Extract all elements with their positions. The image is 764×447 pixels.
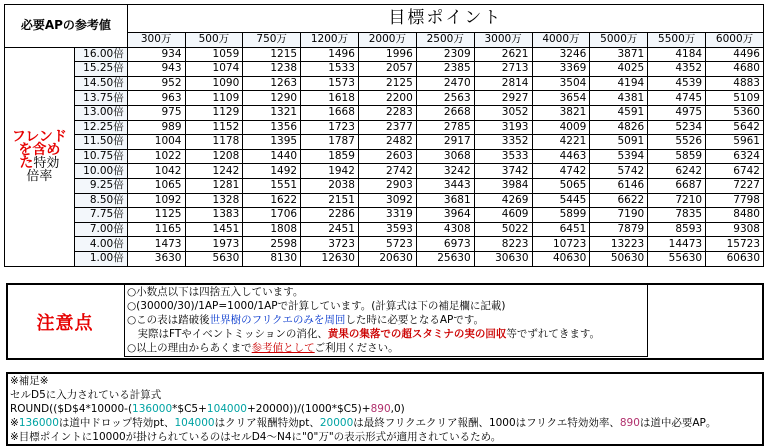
- ap-value-cell: 7190: [590, 208, 648, 223]
- ap-value-cell: 1242: [185, 164, 243, 179]
- ap-value-cell: 50630: [590, 251, 648, 266]
- column-header: 2500万: [416, 33, 474, 48]
- table-row: [5, 222, 764, 237]
- ap-value-cell: 10723: [532, 237, 590, 252]
- ap-value-cell: 1440: [243, 149, 301, 164]
- ap-value-cell: 4381: [590, 91, 648, 106]
- ap-value-cell: 3533: [474, 149, 532, 164]
- ap-value-cell: 1092: [127, 193, 185, 208]
- ap-value-cell: 934: [127, 47, 185, 62]
- ap-value-cell: 952: [127, 76, 185, 91]
- ap-value-cell: 975: [127, 105, 185, 120]
- ap-value-cell: 1787: [301, 135, 359, 150]
- ap-value-cell: 5526: [648, 135, 706, 150]
- ap-value-cell: 7879: [590, 222, 648, 237]
- caution-line-5-highlight: 参考値として: [251, 342, 315, 354]
- ap-value-cell: 2563: [416, 91, 474, 106]
- side-label-text: 倍率: [26, 168, 53, 184]
- table-row: [5, 135, 764, 150]
- column-header: 2000万: [358, 33, 416, 48]
- ap-value-cell: 3654: [532, 91, 590, 106]
- caution-line-5: [127, 341, 647, 355]
- ap-value-cell: 1492: [243, 164, 301, 179]
- ap-value-cell: 943: [127, 62, 185, 77]
- ap-value-cell: 5899: [532, 208, 590, 223]
- ap-value-cell: 13223: [590, 237, 648, 252]
- formula-part: +20000))/(1000*$C5)+: [246, 403, 371, 415]
- multiplier-cell: 9.25倍: [74, 178, 127, 193]
- explain-final-reward: 20000: [319, 417, 354, 429]
- column-header: 1200万: [301, 33, 359, 48]
- column-header: 4000万: [532, 33, 590, 48]
- notes-formula-intro: セルD5に入力されている計算式: [10, 389, 162, 401]
- ap-value-cell: 2283: [358, 105, 416, 120]
- ap-value-cell: 1178: [185, 135, 243, 150]
- multiplier-cell: 14.50倍: [74, 76, 127, 91]
- ap-value-cell: 4308: [416, 222, 474, 237]
- multiplier-cell: 13.75倍: [74, 91, 127, 106]
- ap-value-cell: 3504: [532, 76, 590, 91]
- ap-value-cell: 7227: [706, 178, 764, 193]
- ap-value-cell: 3193: [474, 120, 532, 135]
- ap-value-cell: 6622: [590, 193, 648, 208]
- ap-value-cell: 1090: [185, 76, 243, 91]
- ap-value-cell: 3742: [474, 164, 532, 179]
- caution-line-1: ○小数点以下は四捨五入しています。: [127, 286, 304, 298]
- formula-clear-pt: 104000: [206, 403, 247, 415]
- ap-value-cell: 1281: [185, 178, 243, 193]
- column-header: 300万: [127, 33, 185, 48]
- ap-value-cell: 3984: [474, 178, 532, 193]
- ap-value-cell: 8593: [648, 222, 706, 237]
- multiplier-cell: 7.75倍: [74, 208, 127, 223]
- ap-value-cell: 5065: [532, 178, 590, 193]
- ap-value-cell: 1004: [127, 135, 185, 150]
- ap-value-cell: 4680: [706, 62, 764, 77]
- ap-value-cell: 5630: [185, 251, 243, 266]
- ap-value-cell: 5445: [532, 193, 590, 208]
- ap-value-cell: 5723: [358, 237, 416, 252]
- ap-value-cell: 1383: [185, 208, 243, 223]
- ap-reference-table: [4, 4, 764, 267]
- column-header: 5000万: [590, 33, 648, 48]
- multiplier-cell: 4.00倍: [74, 237, 127, 252]
- corner-label: 必要APの参考値: [5, 5, 128, 48]
- table-row: [5, 91, 764, 106]
- ap-value-cell: 2603: [358, 149, 416, 164]
- ap-value-cell: 7835: [648, 208, 706, 223]
- notes-formula: [10, 402, 760, 416]
- explain-part: は道中必要AP。: [639, 417, 717, 429]
- target-points-title: 目標ポイント: [127, 5, 763, 33]
- ap-value-cell: 25630: [416, 251, 474, 266]
- ap-value-cell: 1723: [301, 120, 359, 135]
- ap-value-cell: 1109: [185, 91, 243, 106]
- explain-part: は最終フリクエクリア報酬、1000はフリクエ特効効率、: [353, 417, 620, 429]
- ap-value-cell: 2038: [301, 178, 359, 193]
- table-row: [5, 149, 764, 164]
- ap-value-cell: 1808: [243, 222, 301, 237]
- ap-value-cell: 3723: [301, 237, 359, 252]
- multiplier-cell: 7.00倍: [74, 222, 127, 237]
- ap-value-cell: 5859: [648, 149, 706, 164]
- ap-value-cell: 3352: [474, 135, 532, 150]
- explain-ap: 890: [619, 417, 640, 429]
- ap-value-cell: 5234: [648, 120, 706, 135]
- ap-value-cell: 2621: [474, 47, 532, 62]
- ap-value-cell: 963: [127, 91, 185, 106]
- ap-value-cell: 3246: [532, 47, 590, 62]
- ap-value-cell: 1263: [243, 76, 301, 91]
- caution-line-3-a: ○この表は踏破後: [127, 314, 210, 326]
- column-header: 750万: [243, 33, 301, 48]
- column-header: 6000万: [706, 33, 764, 48]
- ap-value-cell: 2668: [416, 105, 474, 120]
- ap-value-cell: 5742: [590, 164, 648, 179]
- ap-value-cell: 2125: [358, 76, 416, 91]
- ap-value-cell: 4009: [532, 120, 590, 135]
- ap-value-cell: 1942: [301, 164, 359, 179]
- ap-value-cell: 2927: [474, 91, 532, 106]
- ap-value-cell: 2286: [301, 208, 359, 223]
- table-row: [5, 251, 764, 266]
- caution-notes: [124, 285, 648, 357]
- side-label-text: 特効: [33, 155, 60, 171]
- ap-value-cell: 1496: [301, 47, 359, 62]
- supplement-notes: [6, 372, 764, 446]
- table-row: [5, 105, 764, 120]
- ap-value-cell: 5642: [706, 120, 764, 135]
- ap-value-cell: 5091: [590, 135, 648, 150]
- ap-value-cell: 4591: [590, 105, 648, 120]
- ap-value-cell: 989: [127, 120, 185, 135]
- ap-value-cell: 8480: [706, 208, 764, 223]
- ap-value-cell: 15723: [706, 237, 764, 252]
- ap-value-cell: 5022: [474, 222, 532, 237]
- ap-value-cell: 3092: [358, 193, 416, 208]
- side-label-red-text: フレンド: [11, 128, 67, 145]
- ap-value-cell: 1165: [127, 222, 185, 237]
- ap-value-cell: 1215: [243, 47, 301, 62]
- explain-clear-pt: 104000: [174, 417, 215, 429]
- ap-value-cell: 1059: [185, 47, 243, 62]
- ap-value-cell: 1533: [301, 62, 359, 77]
- caution-line-4: [127, 327, 647, 341]
- ap-value-cell: 20630: [358, 251, 416, 266]
- column-header: 500万: [185, 33, 243, 48]
- ap-value-cell: 2785: [416, 120, 474, 135]
- ap-value-cell: 1473: [127, 237, 185, 252]
- table-row: [5, 237, 764, 252]
- ap-value-cell: 55630: [648, 251, 706, 266]
- caution-line-2: ○(30000/30)/1AP=1000/1APで計算しています。(計算式は下の補足欄に記載): [127, 300, 506, 312]
- ap-value-cell: 2482: [358, 135, 416, 150]
- ap-value-cell: 4826: [590, 120, 648, 135]
- ap-value-cell: 6451: [532, 222, 590, 237]
- ap-value-cell: 12630: [301, 251, 359, 266]
- ap-value-cell: 1451: [185, 222, 243, 237]
- ap-value-cell: 1074: [185, 62, 243, 77]
- ap-value-cell: 3630: [127, 251, 185, 266]
- ap-value-cell: 3821: [532, 105, 590, 120]
- ap-value-cell: 4184: [648, 47, 706, 62]
- ap-value-cell: 4025: [590, 62, 648, 77]
- explain-part: ※: [10, 417, 19, 429]
- ap-value-cell: 1321: [243, 105, 301, 120]
- ap-value-cell: 8130: [243, 251, 301, 266]
- table-row: [5, 76, 764, 91]
- ap-value-cell: 2470: [416, 76, 474, 91]
- ap-value-cell: 1238: [243, 62, 301, 77]
- ap-value-cell: 1152: [185, 120, 243, 135]
- notes-last: ※目標ポイントに10000が掛けられているのはセルD4～N4に"0"万"の表示形式が適用されているため。: [10, 431, 502, 443]
- column-header: 3000万: [474, 33, 532, 48]
- ap-value-cell: 1622: [243, 193, 301, 208]
- table-row: [5, 164, 764, 179]
- caution-label: 注意点: [36, 312, 94, 334]
- ap-value-cell: 6242: [648, 164, 706, 179]
- ap-value-cell: 4539: [648, 76, 706, 91]
- table-row: [5, 62, 764, 77]
- ap-value-cell: 3964: [416, 208, 474, 223]
- caution-line-4-c: 等でずれてきます。: [506, 328, 601, 340]
- caution-line-3-highlight: 世界樹のフリクエのみを周回: [209, 314, 346, 326]
- ap-value-cell: 1125: [127, 208, 185, 223]
- multiplier-cell: 15.25倍: [74, 62, 127, 77]
- multiplier-cell: 10.75倍: [74, 149, 127, 164]
- caution-line-3-c: した時に必要となるAPです。: [345, 314, 485, 326]
- ap-value-cell: 30630: [474, 251, 532, 266]
- multiplier-side-label: [5, 47, 75, 266]
- ap-value-cell: 2713: [474, 62, 532, 77]
- ap-value-cell: 4742: [532, 164, 590, 179]
- formula-part: *$C5+: [172, 403, 207, 415]
- ap-value-cell: 1065: [127, 178, 185, 193]
- ap-value-cell: 1973: [185, 237, 243, 252]
- ap-value-cell: 1290: [243, 91, 301, 106]
- ap-value-cell: 1573: [301, 76, 359, 91]
- ap-value-cell: 4496: [706, 47, 764, 62]
- ap-value-cell: 1042: [127, 164, 185, 179]
- multiplier-cell: 12.25倍: [74, 120, 127, 135]
- ap-value-cell: 8223: [474, 237, 532, 252]
- multiplier-cell: 16.00倍: [74, 47, 127, 62]
- ap-value-cell: 9308: [706, 222, 764, 237]
- ap-value-cell: 6324: [706, 149, 764, 164]
- caution-line-4-a: 実際はFTやイベントミッションの消化、: [127, 328, 328, 340]
- ap-value-cell: 4883: [706, 76, 764, 91]
- notes-explanation: [10, 416, 760, 430]
- ap-value-cell: 1356: [243, 120, 301, 135]
- ap-value-cell: 6973: [416, 237, 474, 252]
- multiplier-cell: 13.00倍: [74, 105, 127, 120]
- ap-value-cell: 2742: [358, 164, 416, 179]
- ap-value-cell: 4352: [648, 62, 706, 77]
- ap-value-cell: 3319: [358, 208, 416, 223]
- ap-value-cell: 5394: [590, 149, 648, 164]
- formula-ap: 890: [370, 403, 391, 415]
- ap-value-cell: 1618: [301, 91, 359, 106]
- ap-value-cell: 1022: [127, 149, 185, 164]
- ap-value-cell: 4269: [474, 193, 532, 208]
- ap-value-cell: 2151: [301, 193, 359, 208]
- table-row: [5, 178, 764, 193]
- ap-value-cell: 2377: [358, 120, 416, 135]
- multiplier-cell: 8.50倍: [74, 193, 127, 208]
- caution-section: [6, 283, 764, 360]
- multiplier-cell: 10.00倍: [74, 164, 127, 179]
- ap-value-cell: 3369: [532, 62, 590, 77]
- caution-line-3: [127, 313, 647, 327]
- ap-value-cell: 2917: [416, 135, 474, 150]
- ap-value-cell: 1395: [243, 135, 301, 150]
- explain-part: はクリア報酬特効pt、: [214, 417, 320, 429]
- ap-value-cell: 14473: [648, 237, 706, 252]
- table-row: [5, 120, 764, 135]
- column-header: 5500万: [648, 33, 706, 48]
- formula-part: ,0): [390, 403, 405, 415]
- ap-value-cell: 1706: [243, 208, 301, 223]
- ap-value-cell: 2385: [416, 62, 474, 77]
- ap-value-cell: 40630: [532, 251, 590, 266]
- ap-value-cell: 4609: [474, 208, 532, 223]
- ap-value-cell: 7798: [706, 193, 764, 208]
- multiplier-cell: 1.00倍: [74, 251, 127, 266]
- ap-value-cell: 1859: [301, 149, 359, 164]
- explain-part: は道中ドロップ特効pt、: [58, 417, 175, 429]
- ap-value-cell: 2814: [474, 76, 532, 91]
- ap-value-cell: 1129: [185, 105, 243, 120]
- ap-value-cell: 2200: [358, 91, 416, 106]
- ap-value-cell: 3871: [590, 47, 648, 62]
- ap-value-cell: 6742: [706, 164, 764, 179]
- ap-value-cell: 2309: [416, 47, 474, 62]
- ap-value-cell: 7210: [648, 193, 706, 208]
- ap-value-cell: 3593: [358, 222, 416, 237]
- ap-value-cell: 1551: [243, 178, 301, 193]
- table-row: [5, 208, 764, 223]
- formula-drop-pt: 136000: [132, 403, 173, 415]
- ap-value-cell: 2057: [358, 62, 416, 77]
- ap-value-cell: 5961: [706, 135, 764, 150]
- ap-value-cell: 4194: [590, 76, 648, 91]
- ap-value-cell: 1668: [301, 105, 359, 120]
- caution-line-5-c: ご利用ください。: [314, 342, 399, 354]
- ap-value-cell: 5360: [706, 105, 764, 120]
- ap-value-cell: 3242: [416, 164, 474, 179]
- table-row: [5, 47, 764, 62]
- table-row: [5, 193, 764, 208]
- side-label-red-text: た: [19, 154, 34, 171]
- ap-value-cell: 4745: [648, 91, 706, 106]
- ap-value-cell: 2451: [301, 222, 359, 237]
- ap-value-cell: 5109: [706, 91, 764, 106]
- caution-line-5-a: ○以上の理由からあくまで: [127, 342, 252, 354]
- ap-value-cell: 1996: [358, 47, 416, 62]
- ap-value-cell: 3068: [416, 149, 474, 164]
- side-label-red-text: を含め: [18, 141, 61, 158]
- ap-value-cell: 4975: [648, 105, 706, 120]
- caution-line-4-highlight: 黄果の集落での超スタミナの実の回収: [327, 328, 507, 340]
- ap-value-cell: 6146: [590, 178, 648, 193]
- explain-drop-pt: 136000: [18, 417, 59, 429]
- ap-value-cell: 1328: [185, 193, 243, 208]
- ap-value-cell: 3681: [416, 193, 474, 208]
- ap-value-cell: 2598: [243, 237, 301, 252]
- ap-value-cell: 3052: [474, 105, 532, 120]
- ap-value-cell: 6687: [648, 178, 706, 193]
- ap-value-cell: 3443: [416, 178, 474, 193]
- multiplier-cell: 11.50倍: [74, 135, 127, 150]
- ap-value-cell: 1208: [185, 149, 243, 164]
- notes-title: ※補足※: [10, 375, 49, 387]
- ap-value-cell: 4221: [532, 135, 590, 150]
- ap-value-cell: 4463: [532, 149, 590, 164]
- ap-value-cell: 2903: [358, 178, 416, 193]
- formula-part: ROUND(($D$4*10000-(: [10, 403, 133, 415]
- ap-value-cell: 60630: [706, 251, 764, 266]
